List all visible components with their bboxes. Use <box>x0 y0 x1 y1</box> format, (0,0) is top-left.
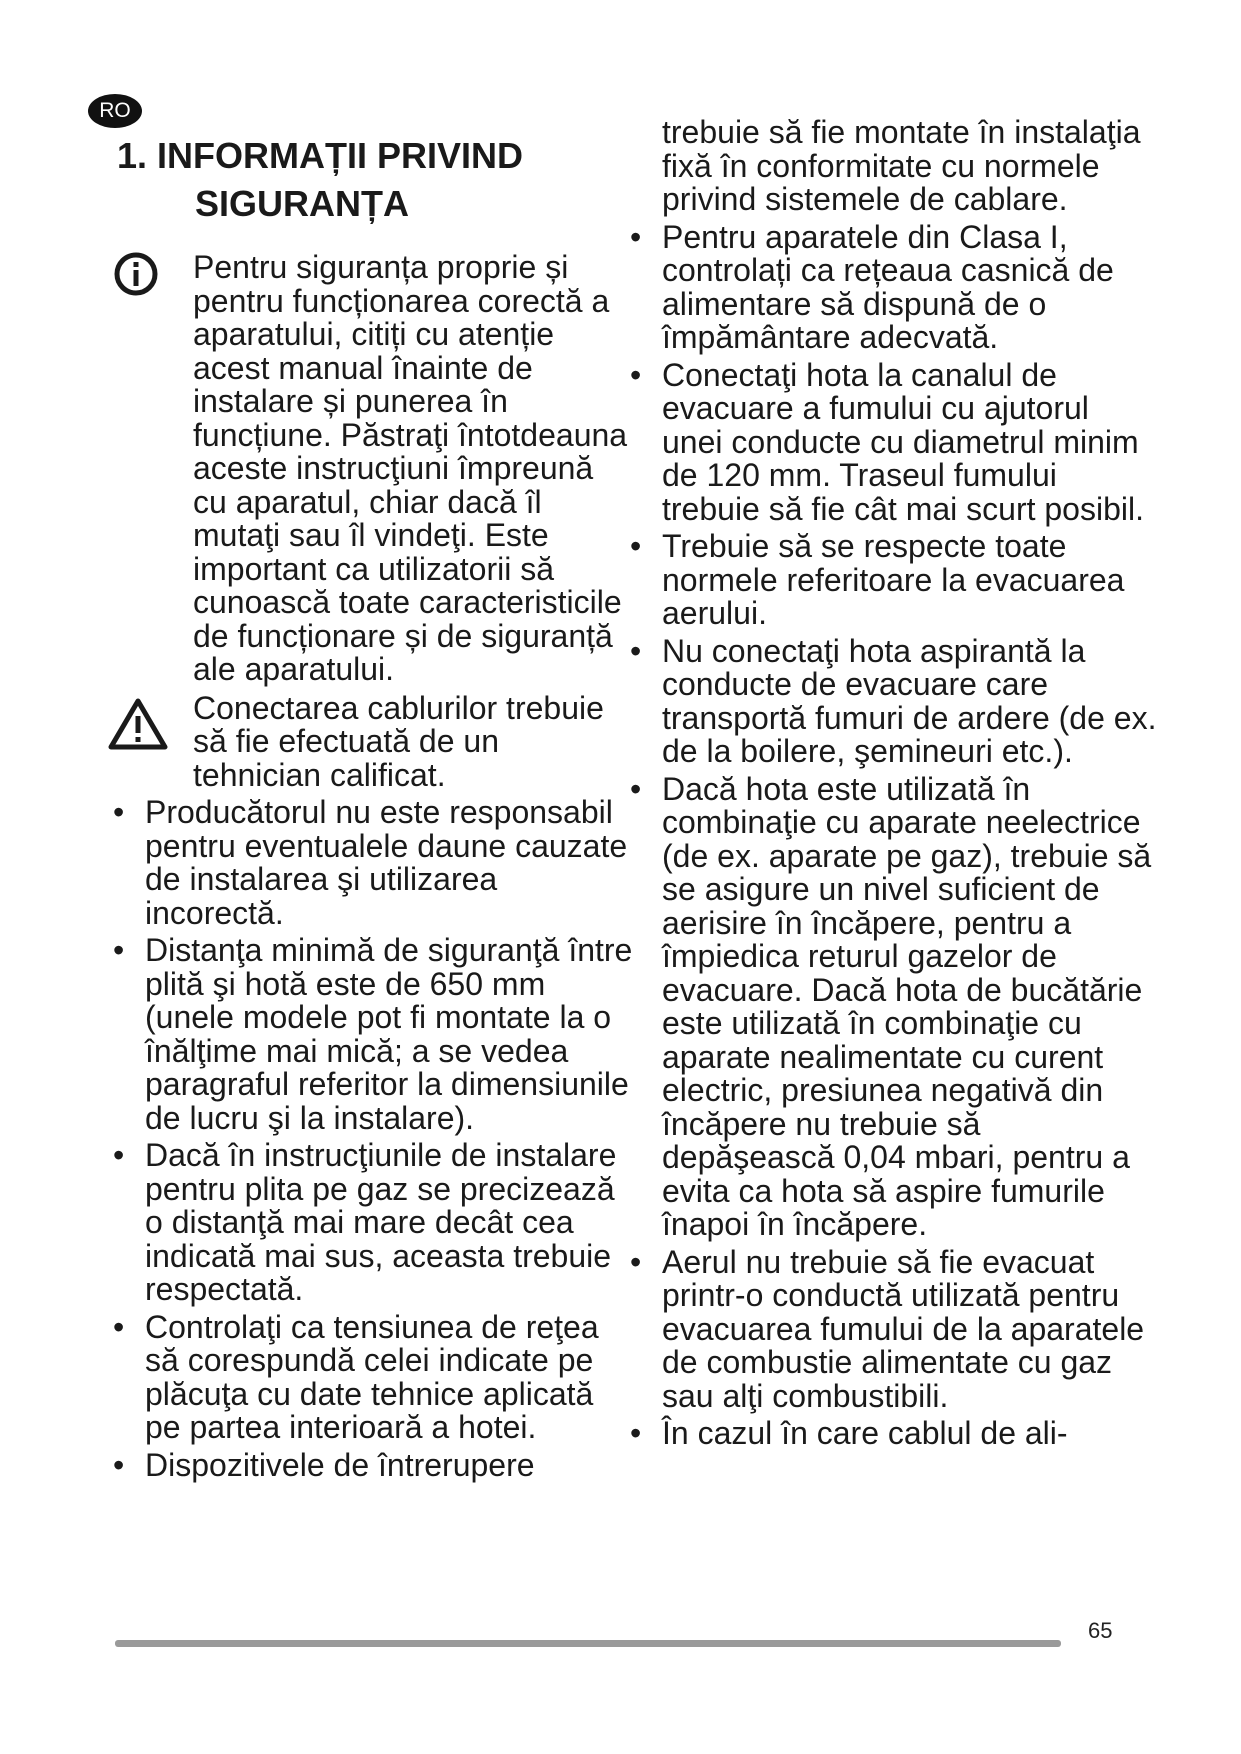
list-item: • Dacă în instrucţiunile de instalare pentru plita pe gaz se precizează o distanţă mai mare decât cea indicată mai sus, aceasta trebuie respectată. <box>113 1139 633 1307</box>
list-item: • În cazul în care cablul de ali- <box>630 1417 1158 1451</box>
list-item: • Conectaţi hota la canalul de evacuare a fumului cu ajutorul unei conducte cu diametrul minim de 120 mm. Traseul fumului trebuie să fie cât mai scurt posibil. <box>630 359 1158 527</box>
info-note <box>113 251 633 687</box>
list-item: • Nu conectaţi hota aspirantă la conducte de evacuare care transportă fumuri de ardere (de ex. de la boilere, şemineuri etc.). <box>630 635 1158 769</box>
list-item: • Trebuie să se respecte toate normele referitoare la evacuarea aerului. <box>630 530 1158 631</box>
section-title-line1: 1. INFORMAȚII PRIVIND <box>117 135 524 176</box>
warning-note <box>113 689 633 793</box>
list-item: • Dacă hota este utilizată în combinaţie cu aparate neelectrice (de ex. aparate pe gaz), trebuie să se asigure un nivel suficient de aerisire în încăpere, pentru a împiedica returul gazelor de evacuare. Dacă hota de bucătărie este utilizată în combinaţie cu aparate nealimentate cu curent electric, presiunea negativă din încăpere nu trebuie să depăşească 0,04 mbari, pentru a evita ca hota să aspire fumurile înapoi în încăpere. <box>630 773 1158 1242</box>
section-title-line2: SIGURANȚA <box>195 183 409 224</box>
right-column <box>630 116 1158 1451</box>
continued-paragraph: trebuie să fie montate în instalaţia fixă în conformitate cu normele privind sistemele de cablare. <box>662 114 1141 217</box>
list-item: • Producătorul nu este responsabil pentru eventualele daune cauzate de instalarea şi utilizarea incorectă. <box>113 796 633 930</box>
left-column <box>113 116 633 1482</box>
list-item: • Pentru aparatele din Clasa I, controlați ca rețeaua casnică de alimentare să dispună de o împământare adecvată. <box>630 221 1158 355</box>
list-item: • Controlaţi ca tensiunea de reţea să corespundă celei indicate pe plăcuţa cu date tehnice aplicată pe partea interioară a hotei. <box>113 1311 633 1445</box>
list-item: • Aerul nu trebuie să fie evacuat printr-o conductă utilizată pentru evacuarea fumului de la aparatele de combustie alimentate cu gaz sau alţi combustibili. <box>630 1246 1158 1414</box>
warning-icon <box>107 696 169 752</box>
info-icon <box>113 251 159 297</box>
info-note-text: Pentru siguranța proprie și pentru funcționarea corectă a aparatului, citiți cu atenție acest manual înainte de instalare și punerea în funcțiune. Păstraţi întotdeauna aceste instrucţiuni împreună cu aparatul, chiar dacă îl mutaţi sau îl vindeţi. Este important ca utilizatorii să cunoască toate caracteristicile de funcționare și de siguranță ale aparatului. <box>193 249 628 687</box>
section-title <box>117 132 633 228</box>
language-badge: RO <box>88 94 142 128</box>
footer-divider <box>115 1640 1061 1647</box>
warning-note-text: Conectarea cablurilor trebuie să fie efectuată de un tehnician calificat. <box>193 689 604 793</box>
page-number: 65 <box>1088 1618 1113 1643</box>
list-item: • Dispozitivele de întrerupere <box>113 1449 633 1483</box>
list-item: • Distanţa minimă de siguranţă între plită şi hotă este de 650 mm (unele modele pot fi montate la o înălţime mai mică; a se vedea paragraful referitor la dimensiunile de lucru şi la instalare). <box>113 934 633 1135</box>
